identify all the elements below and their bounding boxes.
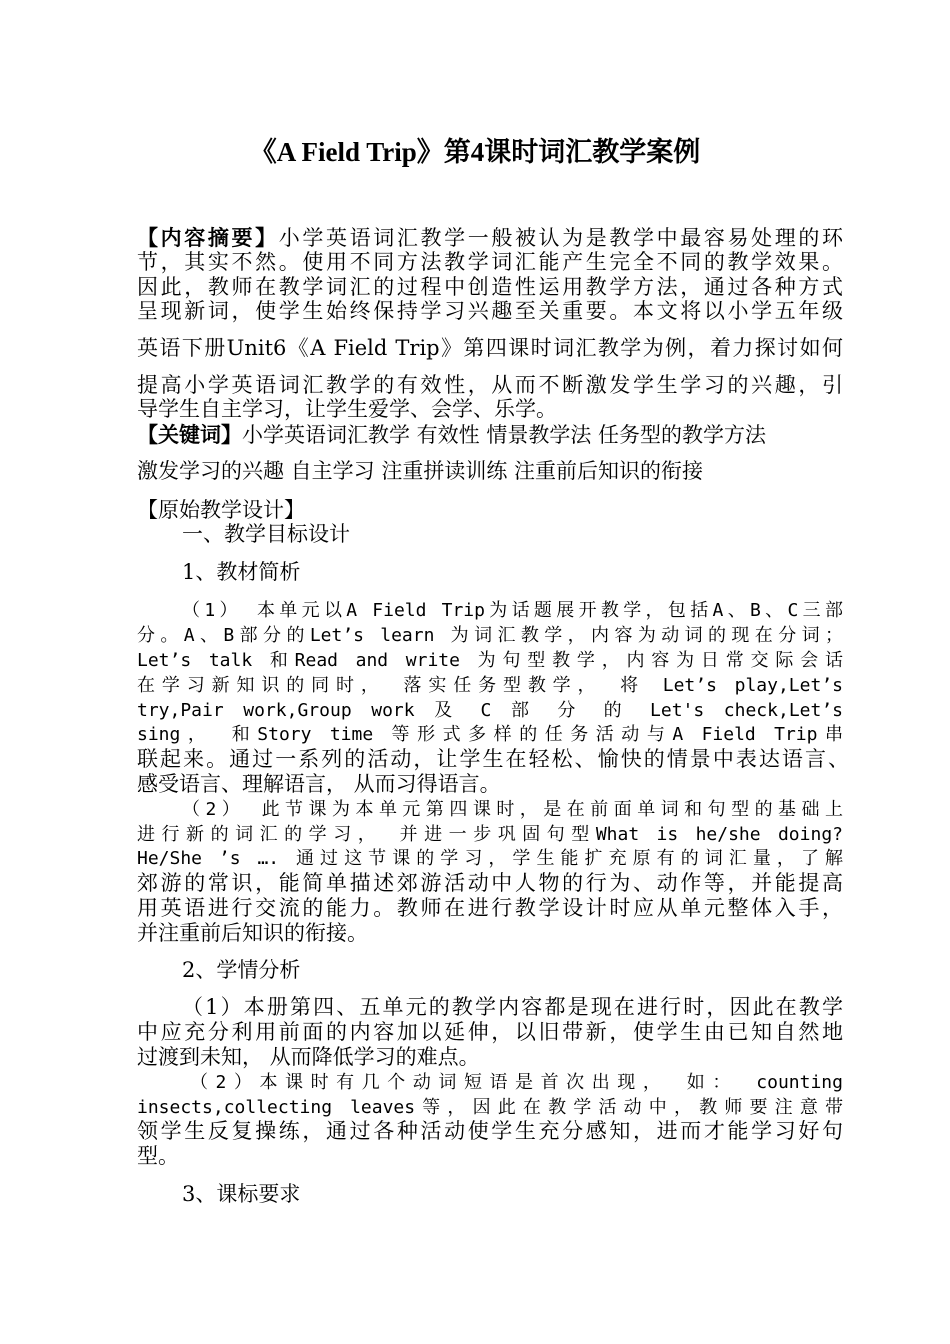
subsection-heading-1: 1、教材简析 xyxy=(182,560,301,584)
p4-line-2: insects,collecting leaves等，因此在教学活动中，教师要注意带 xyxy=(137,1097,843,1118)
abstract-line-5: 英语下册Unit6《A Field Trip》第四课时词汇教学为例，着力探讨如何 xyxy=(137,336,843,360)
p1-line-1: （1） 本单元以A Field Trip为话题展开教学，包括A、B、C三部 xyxy=(182,600,843,621)
p2-line-2: 进行新的词汇的学习， 并进一步巩固句型What is he/she doing? xyxy=(137,824,843,845)
p1-line-2: 分。A、B部分的Let’s learn 为词汇教学，内容为动词的现在分词； xyxy=(137,625,843,646)
p2-line-5: 用英语进行交流的能力。教师在进行教学设计时应从单元整体入手， xyxy=(137,896,843,920)
keywords-label: 【关键词】 xyxy=(137,422,242,447)
section-heading-1: 一、教学目标设计 xyxy=(182,522,350,546)
p3-line-2: 中应充分利用前面的内容加以延伸，以旧带新，使学生由已知自然地 xyxy=(137,1020,843,1044)
p3-line-3: 过渡到未知， 从而降低学习的难点。 xyxy=(137,1045,480,1069)
p4-line-4: 型。 xyxy=(137,1144,179,1168)
p4-line-1: （2）本课时有几个动词短语是首次出现， 如： counting xyxy=(190,1072,843,1093)
subsection-heading-3: 3、课标要求 xyxy=(182,1182,301,1206)
document-title: 《A Field Trip》第4课时词汇教学案例 xyxy=(249,137,701,167)
p2-line-6: 并注重前后知识的衔接。 xyxy=(137,921,368,945)
p3-line-1: （1）本册第四、五单元的教学内容都是现在进行时，因此在教学 xyxy=(182,995,843,1019)
p1-line-8: 感受语言、理解语言， 从而习得语言。 xyxy=(137,772,501,796)
design-heading: 【原始教学设计】 xyxy=(137,498,305,522)
abstract-line-7: 导学生自主学习，让学生爱学、会学、乐学。 xyxy=(137,397,557,421)
abstract-label: 【内容摘要】 xyxy=(137,225,279,250)
p1-line-6: sing， 和Story time 等形式多样的任务活动与A Field Trip串 xyxy=(137,724,843,745)
keywords-text: 小学英语词汇教学 有效性 情景教学法 任务型的教学方法 xyxy=(242,423,767,447)
p1-line-4: 在学习新知识的同时， 落实任务型教学， 将 Let’s play,Let’s xyxy=(137,675,843,696)
abstract-line-2: 节，其实不然。使用不同方法教学词汇能产生完全不同的教学效果。 xyxy=(137,250,843,274)
p1-line-7: 联起来。通过一系列的活动，让学生在轻松、愉快的情景中表达语言、 xyxy=(137,747,849,771)
subsection-heading-2: 2、学情分析 xyxy=(182,958,301,982)
keywords-line-1 xyxy=(137,422,843,447)
p1-line-5: try,Pair work,Group work 及 C 部 分 的 Let's check,Let’s xyxy=(137,700,843,721)
abstract-line-1 xyxy=(137,225,843,250)
abstract-text: 小学英语词汇教学一般被认为是教学中最容易处理的环 xyxy=(278,226,844,250)
p1-line-3: Let’s talk 和Read and write 为句型教学，内容为日常交际会话 xyxy=(137,650,843,671)
abstract-line-4: 呈现新词，使学生始终保持学习兴趣至关重要。本文将以小学五年级 xyxy=(137,299,843,323)
p2-line-1: （2） 此节课为本单元第四课时，是在前面单词和句型的基础上 xyxy=(182,799,843,820)
keywords-line-2: 激发学习的兴趣 自主学习 注重拼读训练 注重前后知识的衔接 xyxy=(137,459,704,483)
p2-line-3: He/She ’s …. 通过这节课的学习，学生能扩充原有的词汇量，了解 xyxy=(137,848,843,869)
p2-line-4: 郊游的常识，能简单描述郊游活动中人物的行为、动作等，并能提高 xyxy=(137,871,843,895)
abstract-line-3: 因此，教师在教学词汇的过程中创造性运用教学方法，通过各种方式 xyxy=(137,275,843,299)
abstract-line-6: 提高小学英语词汇教学的有效性，从而不断激发学生学习的兴趣，引 xyxy=(137,373,843,397)
p4-line-3: 领学生反复操练，通过各种活动使学生充分感知，进而才能学习好句 xyxy=(137,1119,843,1143)
